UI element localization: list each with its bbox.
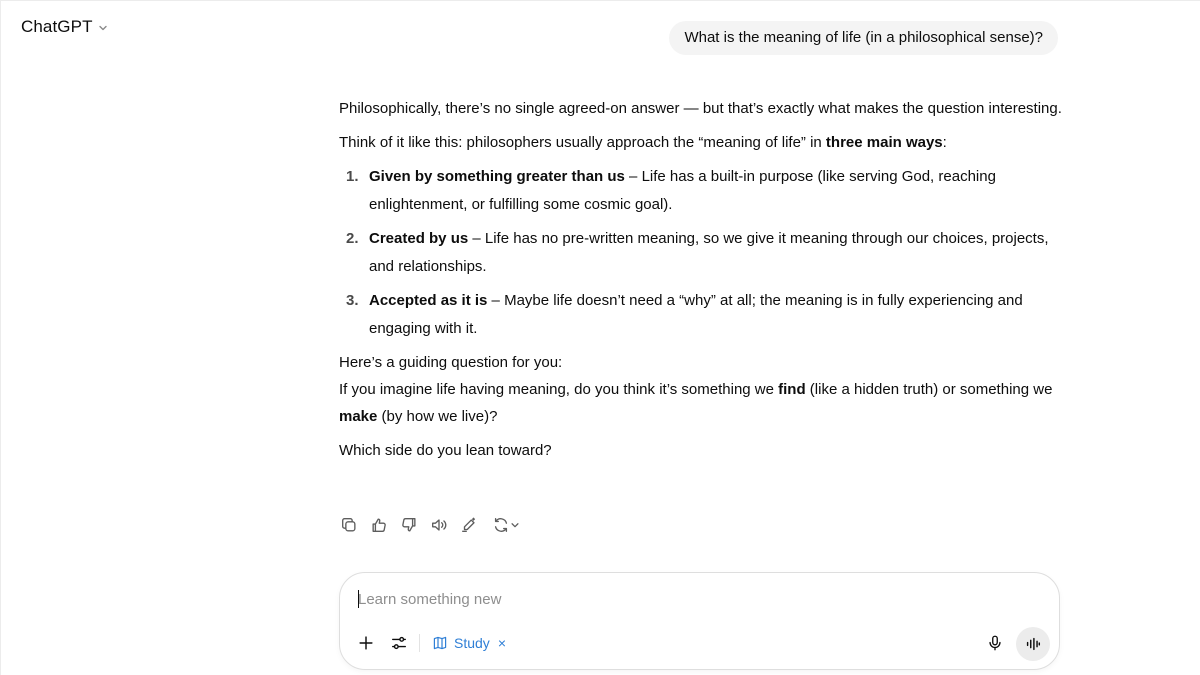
message-composer (339, 572, 1060, 670)
list-number: 3. (346, 292, 359, 309)
study-mode-pill[interactable] (432, 631, 506, 655)
chevron-down-icon (97, 22, 109, 34)
thumbs-down-icon (400, 516, 418, 534)
chevron-down-icon (510, 520, 520, 530)
answer-paragraph: Philosophically, there’s no single agreed-on answer — but that’s exactly what makes the question interesting. (339, 100, 1062, 117)
read-aloud-button[interactable] (429, 515, 449, 535)
answer-paragraph: Think of it like this: philosophers usually approach the “meaning of life” in three main ways: (339, 134, 947, 151)
message-actions (339, 515, 523, 535)
copy-icon (340, 516, 358, 534)
microphone-icon (986, 634, 1004, 652)
list-item: 3. Accepted as it is – Maybe life doesn’t need a “why” at all; the meaning is in fully experiencing and engaging with it. (339, 287, 1063, 343)
tools-button[interactable] (387, 631, 411, 655)
list-number: 1. (346, 168, 359, 185)
bad-response-button[interactable] (399, 515, 419, 535)
answer-list (339, 163, 1063, 343)
tools-sliders-icon (390, 634, 408, 652)
read-aloud-icon (430, 516, 448, 534)
list-item: 2. Created by us – Life has no pre-written meaning, so we give it meaning through our choices, projects, and relationships. (339, 225, 1063, 281)
text-caret (358, 590, 359, 608)
answer-paragraph: Here’s a guiding question for you: (339, 354, 563, 371)
list-number: 2. (346, 230, 359, 247)
answer-paragraph: Which side do you lean toward? (339, 442, 552, 459)
dictate-button[interactable] (983, 631, 1007, 655)
good-response-button[interactable] (369, 515, 389, 535)
list-item: 1. Given by something greater than us – Life has a built-in purpose (like serving God, reaching enlightenment, or fulfilling some cosmic goal). (339, 163, 1063, 219)
copy-button[interactable] (339, 515, 359, 535)
voice-waveform-icon (1024, 635, 1042, 653)
toolbar-divider (419, 634, 420, 652)
prompt-input[interactable] (358, 587, 978, 611)
remove-study-mode-button[interactable]: × (497, 635, 506, 651)
model-picker[interactable] (21, 17, 109, 37)
user-message-bubble: What is the meaning of life (in a philosophical sense)? (669, 21, 1058, 55)
plus-icon (357, 634, 375, 652)
model-name: ChatGPT (21, 17, 93, 36)
voice-mode-button[interactable] (1016, 627, 1050, 661)
edit-in-canvas-button[interactable] (459, 515, 479, 535)
book-icon (432, 635, 448, 651)
assistant-message (339, 95, 1063, 471)
answer-paragraph: If you imagine life having meaning, do you think it’s something we find (like a hidden truth) or something we make (by how we live)? (339, 381, 1053, 425)
regenerate-button[interactable] (489, 515, 523, 535)
edit-in-canvas-icon (460, 516, 478, 534)
thumbs-up-icon (370, 516, 388, 534)
regenerate-icon (492, 516, 510, 534)
add-attachment-button[interactable] (354, 631, 378, 655)
study-mode-label: Study (454, 635, 490, 651)
